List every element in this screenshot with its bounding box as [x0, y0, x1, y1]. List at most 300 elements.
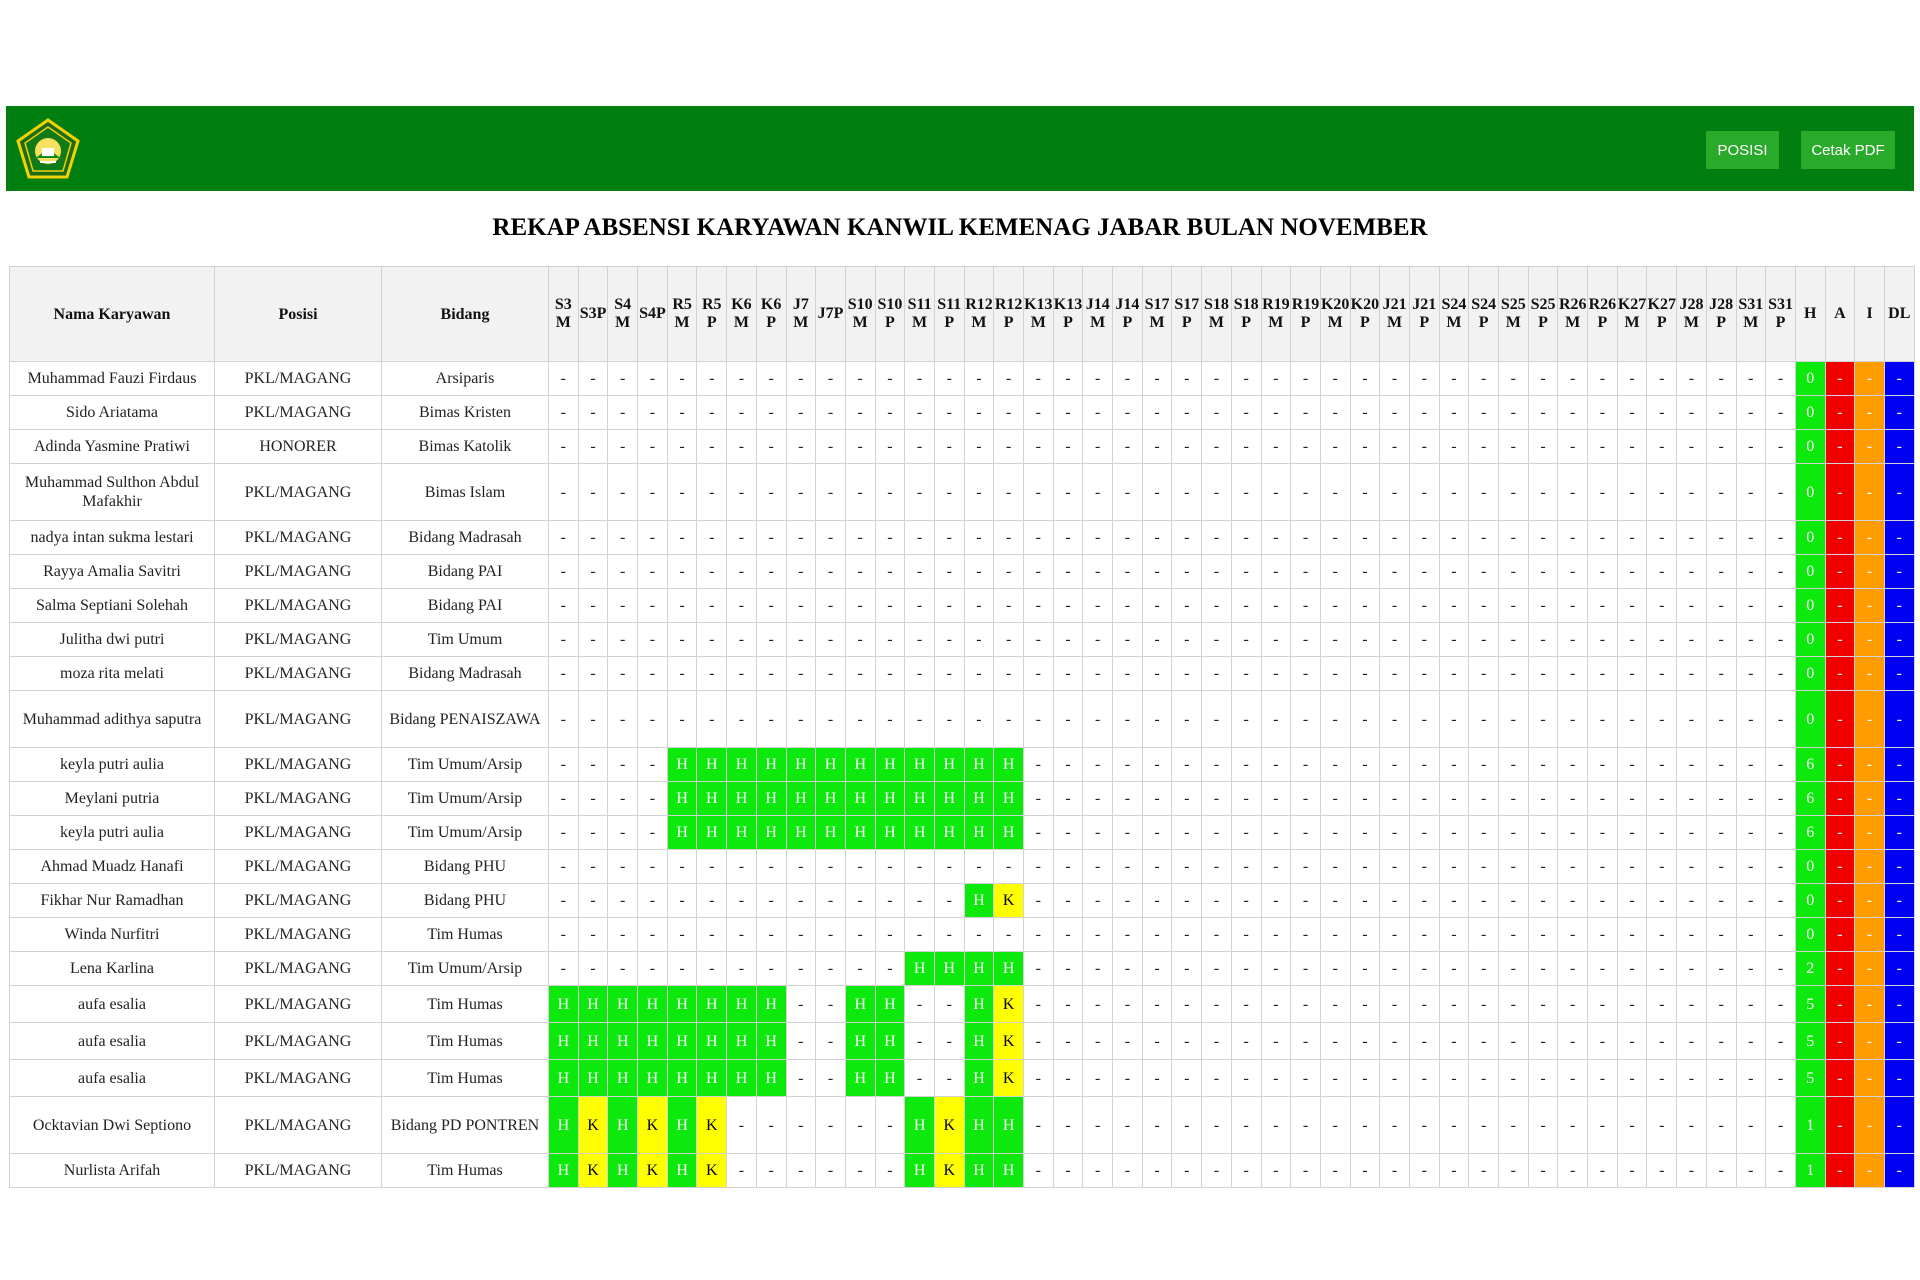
attendance-cell: -: [1439, 589, 1469, 623]
employee-division: Tim Humas: [382, 918, 549, 952]
attendance-cell: -: [1202, 396, 1232, 430]
attendance-cell: -: [1439, 1097, 1469, 1154]
summary-cell-a: -: [1825, 657, 1855, 691]
attendance-cell: -: [1113, 589, 1143, 623]
attendance-cell: -: [1617, 555, 1647, 589]
attendance-cell: -: [697, 623, 727, 657]
employee-name: Winda Nurfitri: [10, 918, 215, 952]
table-row: [10, 816, 1915, 850]
attendance-cell: -: [1409, 884, 1439, 918]
attendance-cell: H: [875, 1023, 905, 1060]
attendance-cell: -: [1113, 918, 1143, 952]
attendance-cell: -: [1647, 589, 1677, 623]
attendance-cell: -: [845, 657, 875, 691]
attendance-cell: -: [875, 623, 905, 657]
attendance-cell: H: [549, 1154, 579, 1188]
attendance-cell: -: [1113, 623, 1143, 657]
employee-position: PKL/MAGANG: [215, 1154, 382, 1188]
attendance-cell: -: [1677, 362, 1707, 396]
attendance-cell: -: [1588, 430, 1618, 464]
day-col-header: S24P: [1469, 267, 1499, 362]
attendance-cell: H: [756, 748, 786, 782]
day-col-header: S31P: [1766, 267, 1796, 362]
attendance-cell: -: [1677, 816, 1707, 850]
day-col-header: J21P: [1409, 267, 1439, 362]
attendance-cell: -: [1677, 1060, 1707, 1097]
attendance-cell: H: [638, 1023, 668, 1060]
attendance-cell: -: [727, 691, 757, 748]
attendance-cell: -: [1409, 623, 1439, 657]
attendance-cell: -: [1291, 555, 1321, 589]
attendance-cell: -: [934, 884, 964, 918]
attendance-cell: -: [667, 464, 697, 521]
attendance-cell: H: [756, 1023, 786, 1060]
attendance-cell: -: [1350, 691, 1380, 748]
attendance-cell: -: [1083, 555, 1113, 589]
attendance-cell: H: [756, 986, 786, 1023]
employee-division: Tim Umum/Arsip: [382, 816, 549, 850]
attendance-cell: -: [1469, 691, 1499, 748]
attendance-cell: -: [964, 362, 994, 396]
attendance-cell: -: [1499, 589, 1529, 623]
attendance-cell: -: [1439, 748, 1469, 782]
attendance-cell: -: [1469, 850, 1499, 884]
attendance-cell: H: [727, 1023, 757, 1060]
attendance-cell: -: [1291, 986, 1321, 1023]
attendance-cell: -: [1053, 691, 1083, 748]
summary-cell-i: -: [1855, 952, 1885, 986]
attendance-cell: -: [1113, 464, 1143, 521]
attendance-cell: -: [578, 623, 608, 657]
attendance-cell: -: [1320, 952, 1350, 986]
attendance-cell: K: [934, 1154, 964, 1188]
attendance-cell: -: [1766, 623, 1796, 657]
employee-position: PKL/MAGANG: [215, 884, 382, 918]
attendance-cell: -: [1677, 430, 1707, 464]
attendance-cell: -: [549, 555, 579, 589]
summary-cell-i: -: [1855, 430, 1885, 464]
kemenag-emblem-icon[interactable]: [16, 118, 80, 180]
attendance-cell: -: [1261, 362, 1291, 396]
attendance-cell: -: [1380, 430, 1410, 464]
table-row: [10, 623, 1915, 657]
attendance-cell: -: [578, 816, 608, 850]
attendance-cell: -: [845, 521, 875, 555]
attendance-cell: -: [1320, 748, 1350, 782]
attendance-cell: -: [1499, 464, 1529, 521]
attendance-cell: -: [1558, 1060, 1588, 1097]
attendance-cell: -: [1439, 918, 1469, 952]
attendance-cell: -: [1202, 1023, 1232, 1060]
summary-cell-a: -: [1825, 952, 1855, 986]
attendance-cell: -: [1291, 1154, 1321, 1188]
summary-cell-a: -: [1825, 918, 1855, 952]
attendance-cell: -: [1350, 521, 1380, 555]
attendance-cell: -: [1142, 521, 1172, 555]
summary-cell-i: -: [1855, 1097, 1885, 1154]
attendance-cell: -: [1380, 362, 1410, 396]
attendance-cell: -: [1766, 986, 1796, 1023]
attendance-cell: -: [1528, 884, 1558, 918]
attendance-cell: -: [727, 850, 757, 884]
attendance-cell: -: [964, 850, 994, 884]
attendance-cell: -: [1380, 986, 1410, 1023]
cetak-pdf-button[interactable]: Cetak PDF: [1801, 131, 1895, 169]
attendance-cell: H: [964, 1023, 994, 1060]
attendance-cell: -: [1647, 362, 1677, 396]
table-row: [10, 782, 1915, 816]
attendance-cell: -: [1231, 748, 1261, 782]
attendance-cell: -: [1380, 657, 1410, 691]
attendance-cell: -: [697, 362, 727, 396]
attendance-cell: H: [756, 782, 786, 816]
attendance-cell: -: [994, 657, 1024, 691]
attendance-cell: -: [875, 362, 905, 396]
attendance-cell: -: [1469, 952, 1499, 986]
attendance-cell: -: [1350, 430, 1380, 464]
attendance-cell: H: [638, 1060, 668, 1097]
attendance-cell: -: [1617, 918, 1647, 952]
attendance-cell: -: [1083, 623, 1113, 657]
attendance-cell: -: [934, 464, 964, 521]
attendance-cell: -: [1439, 952, 1469, 986]
attendance-cell: -: [1677, 623, 1707, 657]
attendance-cell: -: [934, 1060, 964, 1097]
attendance-cell: -: [1617, 748, 1647, 782]
attendance-cell: -: [1558, 1097, 1588, 1154]
attendance-cell: -: [1202, 884, 1232, 918]
attendance-cell: -: [1053, 623, 1083, 657]
attendance-cell: -: [1439, 521, 1469, 555]
attendance-cell: -: [1706, 816, 1736, 850]
attendance-cell: -: [1677, 396, 1707, 430]
attendance-cell: -: [608, 918, 638, 952]
attendance-cell: -: [1231, 850, 1261, 884]
attendance-cell: -: [1261, 1154, 1291, 1188]
attendance-cell: -: [727, 1097, 757, 1154]
attendance-cell: -: [1469, 1154, 1499, 1188]
col-nama-karyawan[interactable]: Nama Karyawan: [10, 267, 215, 362]
attendance-cell: -: [1024, 396, 1054, 430]
employee-division: Bimas Islam: [382, 464, 549, 521]
attendance-cell: -: [786, 623, 816, 657]
attendance-cell: -: [1231, 782, 1261, 816]
attendance-cell: -: [1588, 1097, 1618, 1154]
attendance-cell: -: [1231, 884, 1261, 918]
attendance-cell: H: [727, 1060, 757, 1097]
attendance-cell: -: [1350, 1060, 1380, 1097]
attendance-cell: -: [934, 918, 964, 952]
day-col-header: S17M: [1142, 267, 1172, 362]
attendance-cell: -: [1231, 816, 1261, 850]
attendance-cell: -: [1113, 1060, 1143, 1097]
attendance-cell: -: [1142, 816, 1172, 850]
attendance-cell: -: [1320, 1097, 1350, 1154]
attendance-cell: -: [1766, 918, 1796, 952]
attendance-cell: -: [1499, 748, 1529, 782]
attendance-cell: -: [1024, 691, 1054, 748]
attendance-cell: -: [1617, 884, 1647, 918]
attendance-cell: -: [1202, 464, 1232, 521]
attendance-cell: -: [1231, 986, 1261, 1023]
attendance-cell: -: [905, 918, 935, 952]
employee-division: Bidang Madrasah: [382, 657, 549, 691]
attendance-cell: -: [1202, 816, 1232, 850]
day-col-header: K20M: [1320, 267, 1350, 362]
attendance-cell: -: [1320, 1154, 1350, 1188]
attendance-cell: -: [1142, 918, 1172, 952]
attendance-cell: -: [1350, 464, 1380, 521]
attendance-cell: -: [964, 918, 994, 952]
attendance-cell: -: [1380, 1097, 1410, 1154]
attendance-cell: -: [1588, 555, 1618, 589]
attendance-cell: -: [727, 396, 757, 430]
summary-cell-a: -: [1825, 986, 1855, 1023]
attendance-cell: -: [1024, 464, 1054, 521]
attendance-cell: -: [1291, 1097, 1321, 1154]
attendance-cell: -: [1439, 464, 1469, 521]
attendance-cell: -: [756, 884, 786, 918]
attendance-cell: -: [1261, 884, 1291, 918]
attendance-cell: H: [727, 782, 757, 816]
attendance-cell: -: [1766, 430, 1796, 464]
day-col-header: S17P: [1172, 267, 1202, 362]
attendance-cell: -: [1350, 362, 1380, 396]
attendance-cell: -: [964, 521, 994, 555]
employee-position: PKL/MAGANG: [215, 782, 382, 816]
attendance-cell: -: [1617, 623, 1647, 657]
summary-cell-a: -: [1825, 1154, 1855, 1188]
attendance-cell: -: [638, 396, 668, 430]
attendance-cell: -: [845, 362, 875, 396]
attendance-cell: -: [1499, 396, 1529, 430]
attendance-cell: -: [1617, 1154, 1647, 1188]
attendance-cell: -: [578, 589, 608, 623]
attendance-cell: -: [1053, 986, 1083, 1023]
day-col-header: J21M: [1380, 267, 1410, 362]
attendance-cell: -: [1142, 1060, 1172, 1097]
attendance-cell: -: [1706, 918, 1736, 952]
attendance-cell: -: [1617, 986, 1647, 1023]
attendance-cell: -: [905, 986, 935, 1023]
attendance-cell: -: [1053, 952, 1083, 986]
attendance-cell: H: [697, 816, 727, 850]
attendance-cell: -: [816, 396, 846, 430]
attendance-cell: H: [845, 1060, 875, 1097]
attendance-cell: -: [578, 691, 608, 748]
attendance-cell: -: [994, 918, 1024, 952]
summary-cell-a: -: [1825, 850, 1855, 884]
attendance-cell: -: [1024, 1060, 1054, 1097]
attendance-cell: -: [1142, 1097, 1172, 1154]
attendance-cell: -: [638, 657, 668, 691]
attendance-cell: -: [1172, 362, 1202, 396]
attendance-cell: -: [1231, 623, 1261, 657]
attendance-cell: -: [816, 589, 846, 623]
attendance-cell: -: [1024, 816, 1054, 850]
attendance-cell: -: [1024, 850, 1054, 884]
attendance-cell: -: [1499, 555, 1529, 589]
day-col-header: R12P: [994, 267, 1024, 362]
attendance-cell: -: [1350, 1023, 1380, 1060]
table-row: [10, 986, 1915, 1023]
summary-cell-h: 0: [1795, 555, 1825, 589]
attendance-cell: -: [1053, 1154, 1083, 1188]
attendance-cell: -: [845, 430, 875, 464]
attendance-cell: -: [1024, 1154, 1054, 1188]
attendance-cell: -: [1499, 623, 1529, 657]
employee-name: Meylani putria: [10, 782, 215, 816]
attendance-cell: -: [1261, 657, 1291, 691]
attendance-cell: -: [1439, 986, 1469, 1023]
attendance-cell: H: [964, 952, 994, 986]
attendance-cell: -: [1291, 850, 1321, 884]
col-bidang[interactable]: Bidang: [382, 267, 549, 362]
attendance-cell: -: [1320, 691, 1350, 748]
attendance-cell: -: [1677, 1097, 1707, 1154]
attendance-cell: -: [1142, 430, 1172, 464]
attendance-cell: -: [578, 430, 608, 464]
employee-name: moza rita melati: [10, 657, 215, 691]
attendance-cell: H: [667, 986, 697, 1023]
attendance-cell: -: [1499, 918, 1529, 952]
attendance-cell: -: [1380, 691, 1410, 748]
posisi-button[interactable]: POSISI: [1706, 131, 1779, 169]
attendance-cell: -: [964, 396, 994, 430]
summary-cell-dl: -: [1884, 850, 1914, 884]
attendance-cell: -: [549, 952, 579, 986]
attendance-cell: -: [1231, 589, 1261, 623]
attendance-cell: -: [994, 464, 1024, 521]
attendance-cell: -: [1261, 430, 1291, 464]
attendance-cell: -: [1439, 430, 1469, 464]
attendance-cell: -: [1261, 782, 1291, 816]
attendance-cell: H: [875, 782, 905, 816]
summary-cell-h: 0: [1795, 396, 1825, 430]
attendance-cell: -: [727, 464, 757, 521]
col-posisi[interactable]: Posisi: [215, 267, 382, 362]
attendance-cell: -: [786, 850, 816, 884]
attendance-cell: -: [994, 850, 1024, 884]
summary-cell-dl: -: [1884, 1060, 1914, 1097]
attendance-cell: -: [1291, 657, 1321, 691]
attendance-cell: -: [1469, 1023, 1499, 1060]
attendance-cell: -: [786, 691, 816, 748]
attendance-cell: -: [1736, 623, 1766, 657]
attendance-cell: H: [875, 986, 905, 1023]
attendance-cell: -: [1083, 521, 1113, 555]
attendance-cell: -: [1706, 589, 1736, 623]
attendance-cell: -: [1053, 555, 1083, 589]
attendance-cell: -: [1766, 1023, 1796, 1060]
attendance-cell: -: [549, 521, 579, 555]
attendance-cell: -: [1588, 362, 1618, 396]
attendance-cell: -: [905, 657, 935, 691]
summary-cell-h: 0: [1795, 884, 1825, 918]
attendance-cell: -: [727, 657, 757, 691]
attendance-cell: -: [934, 986, 964, 1023]
attendance-cell: H: [608, 1023, 638, 1060]
attendance-cell: -: [1706, 657, 1736, 691]
attendance-cell: -: [845, 1154, 875, 1188]
attendance-cell: -: [1647, 884, 1677, 918]
attendance-cell: -: [1261, 464, 1291, 521]
attendance-cell: -: [1766, 396, 1796, 430]
attendance-cell: -: [1409, 952, 1439, 986]
attendance-cell: -: [1647, 430, 1677, 464]
attendance-cell: -: [756, 396, 786, 430]
day-col-header: R19P: [1291, 267, 1321, 362]
summary-cell-h: 6: [1795, 816, 1825, 850]
attendance-cell: -: [1083, 782, 1113, 816]
attendance-cell: -: [1380, 816, 1410, 850]
attendance-cell: K: [994, 1023, 1024, 1060]
summary-cell-h: 0: [1795, 918, 1825, 952]
table-row: [10, 430, 1915, 464]
attendance-cell: K: [994, 884, 1024, 918]
attendance-cell: -: [727, 623, 757, 657]
attendance-cell: -: [1350, 589, 1380, 623]
attendance-cell: -: [638, 589, 668, 623]
attendance-cell: -: [816, 1097, 846, 1154]
attendance-cell: -: [1320, 850, 1350, 884]
attendance-cell: -: [1350, 884, 1380, 918]
attendance-cell: -: [905, 464, 935, 521]
attendance-cell: -: [1113, 986, 1143, 1023]
attendance-cell: -: [638, 464, 668, 521]
employee-position: PKL/MAGANG: [215, 918, 382, 952]
attendance-cell: -: [1231, 464, 1261, 521]
employee-position: PKL/MAGANG: [215, 1097, 382, 1154]
attendance-cell: -: [1172, 782, 1202, 816]
attendance-cell: -: [1528, 657, 1558, 691]
attendance-cell: -: [1172, 850, 1202, 884]
attendance-cell: -: [1320, 918, 1350, 952]
attendance-cell: H: [964, 748, 994, 782]
attendance-cell: -: [1320, 555, 1350, 589]
attendance-cell: -: [1409, 1097, 1439, 1154]
attendance-cell: -: [1409, 1023, 1439, 1060]
attendance-cell: -: [1736, 918, 1766, 952]
attendance-cell: -: [1647, 748, 1677, 782]
attendance-cell: -: [667, 521, 697, 555]
attendance-cell: -: [1231, 521, 1261, 555]
summary-cell-h: 6: [1795, 748, 1825, 782]
attendance-cell: -: [1558, 850, 1588, 884]
attendance-cell: -: [1261, 952, 1291, 986]
attendance-cell: -: [1291, 748, 1321, 782]
attendance-cell: -: [1736, 691, 1766, 748]
attendance-cell: -: [1736, 521, 1766, 555]
attendance-cell: -: [1677, 555, 1707, 589]
day-col-header: J28P: [1706, 267, 1736, 362]
summary-cell-a: -: [1825, 555, 1855, 589]
summary-cell-dl: -: [1884, 623, 1914, 657]
employee-position: HONORER: [215, 430, 382, 464]
attendance-cell: -: [667, 691, 697, 748]
attendance-cell: -: [816, 1154, 846, 1188]
attendance-cell: -: [816, 521, 846, 555]
attendance-cell: -: [638, 555, 668, 589]
attendance-cell: -: [1499, 1097, 1529, 1154]
attendance-cell: -: [816, 657, 846, 691]
attendance-cell: H: [667, 816, 697, 850]
attendance-cell: -: [1024, 589, 1054, 623]
summary-cell-dl: -: [1884, 464, 1914, 521]
attendance-cell: -: [1380, 1154, 1410, 1188]
attendance-cell: -: [1113, 884, 1143, 918]
attendance-cell: -: [1053, 589, 1083, 623]
